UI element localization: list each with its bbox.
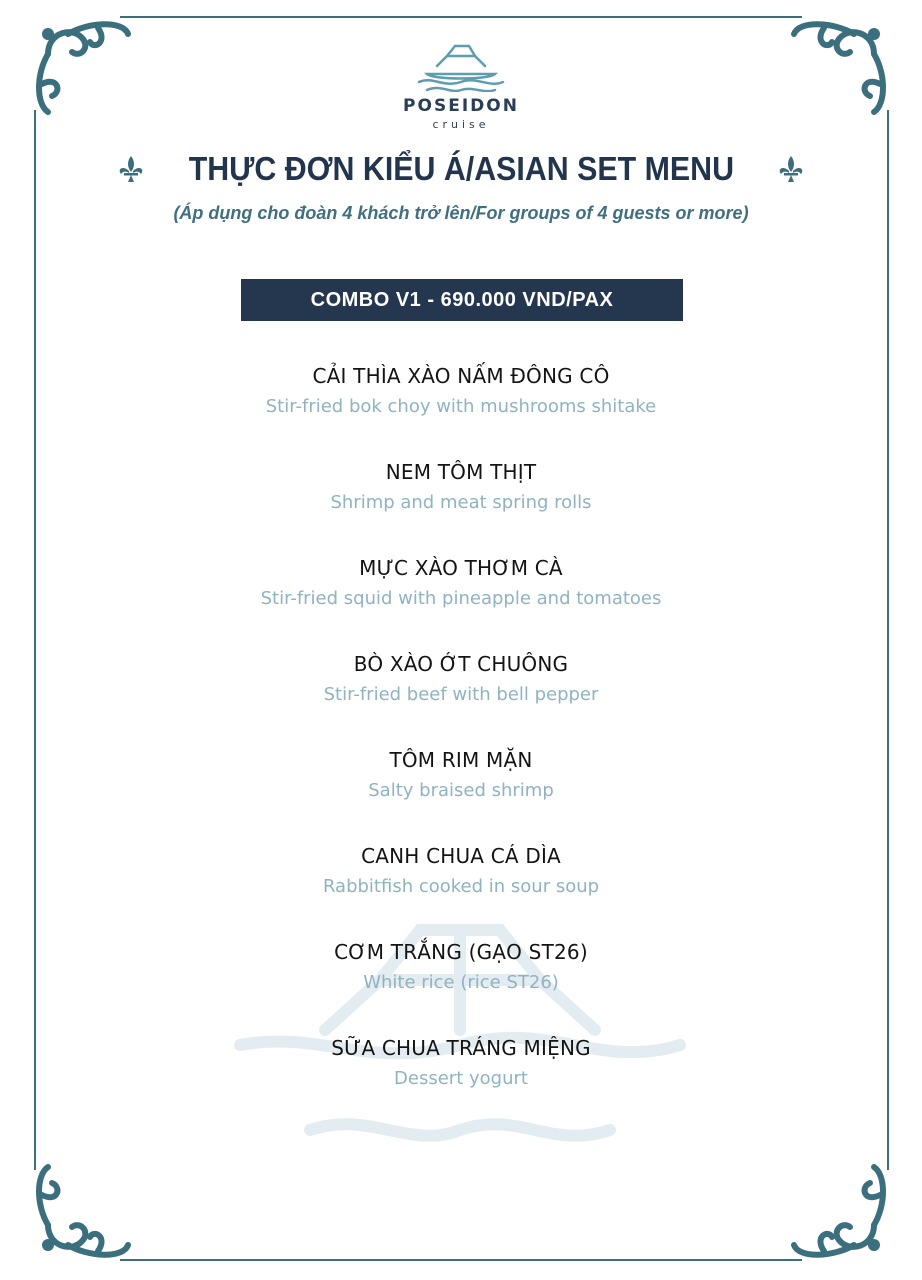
menu-item bbox=[0, 744, 922, 840]
dish-name-en: White rice (rice ST26) bbox=[363, 972, 559, 993]
ship-logo-icon bbox=[413, 40, 509, 92]
dish-name-en: Shrimp and meat spring rolls bbox=[330, 492, 592, 513]
dish-name-vn: NEM TÔM THỊT bbox=[385, 460, 537, 484]
menu-item bbox=[0, 456, 922, 552]
page-title: THỰC ĐƠN KIỂU Á/ASIAN SET MENU bbox=[188, 150, 734, 187]
dish-name-en: Stir-fried bok choy with mushrooms shitake bbox=[265, 396, 657, 417]
page-subtitle: (Áp dụng cho đoàn 4 khách trở lên/For groups of 4 guests or more) bbox=[173, 203, 749, 223]
dish-name-en: Rabbitfish cooked in sour soup bbox=[322, 876, 600, 897]
menu-item bbox=[0, 360, 922, 456]
dish-name-en: Stir-fried squid with pineapple and tomatoes bbox=[260, 588, 662, 609]
menu-item bbox=[0, 648, 922, 744]
dish-name-vn: TÔM RIM MẶN bbox=[389, 748, 533, 772]
dish-name-vn: BÒ XÀO ỚT CHUÔNG bbox=[353, 652, 569, 676]
brand-tagline: cruise bbox=[432, 118, 490, 131]
combo-banner: COMBO V1 - 690.000 VND/PAX bbox=[241, 279, 683, 321]
dish-name-en: Salty braised shrimp bbox=[368, 780, 554, 801]
dish-name-en: Dessert yogurt bbox=[394, 1068, 528, 1089]
frame-bottom-line bbox=[120, 1259, 802, 1261]
dish-name-vn: SỮA CHUA TRÁNG MIỆNG bbox=[331, 1036, 591, 1060]
corner-ornament-icon bbox=[784, 1155, 894, 1265]
dish-name-en: Stir-fried beef with bell pepper bbox=[323, 684, 599, 705]
menu-item bbox=[0, 1032, 922, 1128]
fleur-de-lis-icon bbox=[775, 153, 807, 185]
menu-list bbox=[0, 360, 922, 1128]
dish-name-vn: CANH CHUA CÁ DÌA bbox=[361, 844, 561, 868]
corner-ornament-icon bbox=[28, 1155, 138, 1265]
menu-item bbox=[0, 552, 922, 648]
frame-top-line bbox=[120, 16, 802, 18]
dish-name-vn: CẢI THÌA XÀO NẤM ĐÔNG CÔ bbox=[312, 364, 610, 388]
dish-name-vn: CƠM TRẮNG (GẠO ST26) bbox=[334, 940, 588, 964]
title-row bbox=[0, 150, 922, 188]
brand-logo bbox=[0, 40, 922, 96]
brand-name: POSEIDON bbox=[403, 96, 519, 116]
fleur-de-lis-icon bbox=[115, 153, 147, 185]
dish-name-vn: MỰC XÀO THƠM CÀ bbox=[359, 556, 563, 580]
menu-item bbox=[0, 840, 922, 936]
menu-item bbox=[0, 936, 922, 1032]
